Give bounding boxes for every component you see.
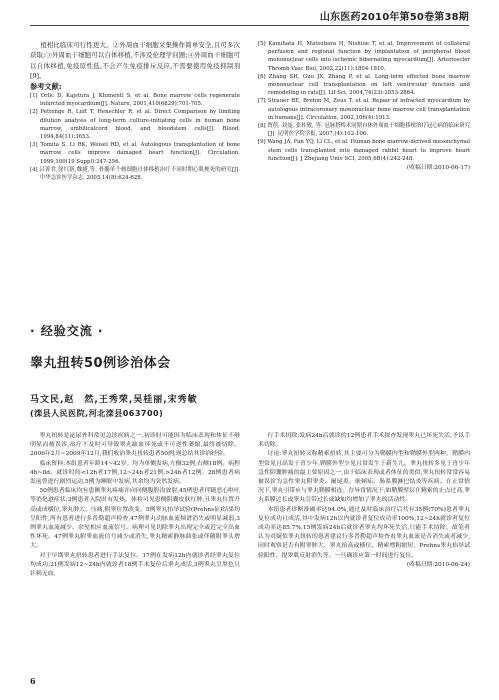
reference-item: [6] Zhang SH, Guo JX, Zhang P, et al. Long-term effected bone marrow mononuclear cell transplantation on left ventricular function and remodeling in rats[J]. Lif Sci, 2004,74(23):2853-2864. xyxy=(258,73,470,97)
received-date: (收稿日期:2010-06-17) xyxy=(406,165,470,172)
body-paragraph: 行手术切除;发病24h后就诊的12例患者手术探查发现睾丸已坏死失活,予以手术切除。 xyxy=(258,433,470,449)
references-title: 参考文献: xyxy=(30,81,62,91)
bottom-left-column xyxy=(30,432,240,579)
article-authors: 马文民,赵 然,王秀荣,吴桂丽,宋秀敏 xyxy=(30,395,198,405)
top-right-column xyxy=(258,40,470,173)
article-title: 睾丸扭转50例诊治体会 xyxy=(30,356,171,371)
body-paragraph: 对于早期睾丸扭转患者进行手法复位。17例在发病12h内就诊者经睾丸复位均成功;21例发病12~24h内就诊者18例手术复位后睾丸成活,3例睾丸呈黑色且针刺无血, xyxy=(30,552,240,578)
top-left-column xyxy=(30,40,240,182)
reference-item: [5] Kamihata H, Matsubara H, Nishiue T, et al. Improvement of collateral perfusion and regional function by implantation of peripheral blood mononuclear cells into ischemic hibernating myocardium[J]. Arterioscler Thromb Vasc Biol, 2002,22(11):1804-1810. xyxy=(258,41,470,72)
bottom-right-column xyxy=(258,432,470,570)
body-paragraph: 临床资料:本组患者年龄14~42岁。均为单侧发病,左侧32例,右侧18例。病程4h~8d。就诊时间<12h者17例,12~24h者21例,>24h者12例。28例患者病发前曾进行剧烈运动,5例为睡眠中发病,其余均为突然发病。 xyxy=(30,460,240,486)
page-header xyxy=(30,6,469,26)
body-paragraph: 50例患者临床均有患侧睾丸疼痛并向同侧腹股沟放射,45例患者伴随恶心呕吐等消化道症状;3例患者入院时有发热。体检可见患侧阴囊皮肤红肿,且睾丸位置升高或成横位,睾丸肿大、压痛,附睾位置改变。5例睾丸抬举试验(Prehns征)结果均呈阳性,所有患者进行多普勒超声检查,47例睾丸动脉血流频谱消失或明显减弱,3例睾丸血流减少。余见相应血流信号。病理可见切除睾丸出现完全或近完全出血性坏死。47例睾丸附睾血流信号减少或消失,睾丸精索静脉曲张或伴随附睾头增大。 xyxy=(30,488,240,550)
reference-item: [7] Strauer BE, Brehm M, Zeus T, et al. Repair of infracted myocardium by autologous intracoronary mononuclear bone marrow cell transplantation in humans[J]. Circulation, 2002,106(4):1913. xyxy=(258,98,470,121)
article-affiliation: (滦县人民医院,河北滦县063700) xyxy=(30,409,164,418)
reference-item: [2] Pettenge R, Luft T, Henschler R, et al. Direct Comparison by limiting dilution analysis of long-term culture-initiating cells in human bone marrow, umbilicalcord blood, and bloodstem cells[J]. Blood, 1994,84(11):3653. xyxy=(30,109,240,141)
reference-item: [3] Tomita S, Li RK, Weisel RD, et al. Autologous transplantation of bone marrow cells improve damaged heart function[J]. Circulation, 1999,100(19 Suppl):247-256. xyxy=(30,142,240,165)
reference-item: [1] Orlic D, Kajstura J, Khimenti S, et al. Bone marrow cells regenerate infarcted myocardium[J]. Nature, 2001,410(6829):701-705. xyxy=(30,93,240,108)
body-paragraph: 睾丸扭转是泌尿外科常见急诊疾病之一,初诊时可能因为临床表现和体征不够明显而被误诊,治疗不及时可导致睾丸缺血坏死或不可逆性萎缩,最终被切除。2006年2月~2009年12月,我们收治睾丸扭转患者50例,现总结其诊治经验。 xyxy=(30,433,240,458)
body-paragraph: 讨论:睾丸扭转又称精索扭转,其主要可分为鞘膜内型和鞘膜外型两种。鞘膜内型常见且高发于青少年,鞘膜外型少见且常发生于新生儿。睾丸扭转多见于青少年急性阴囊肿痛的最主要原因之一,由于临床表现或者体征的类似,睾丸扭转常常容易被误诊为急性睾丸附睾炎、阑尾炎、嵌顿疝、肠系膜淋巴结炎等疾病。在正常情况下,睾丸引带应与睾丸鞘膜相连。存异常情况下,如鞘膜壁层在精索的止点过高,睾丸系膜过长或睾丸引带过长或缺如均增加了睾丸的活动性。 xyxy=(258,451,470,504)
journal-header: 山东医药2010年第50卷第38期 xyxy=(319,12,469,23)
reference-item: [9] Wang JA, Fan YQ, Li CL, et al. Human bone marrow-derived mesenchymal stem cells transplanted into damaged rabbit heart to improve heart function[J]. J Zhejiang Univ SCI, 2005,6B(4):242-248. xyxy=(258,139,470,162)
reference-item: [4] 吕菁君,徐红新,魏捷,等. 骨髓单个核细胞自体移植治疗不同时期心肌梗死的研究[J]. 中华急诊医学杂志, 2005,14(8):624-628. xyxy=(30,166,240,182)
reference-item: [8] 贾蓓, 刘曼, 张桂敏, 等. 冠脉搭桥术同期自体外周血干细胞移植治疗冠心病的临床研究[J]. 昆明医学院学报, 2007,(4):102-106. xyxy=(258,123,470,138)
body-paragraph: 本组患者诊断准确率达94.0%,通过及时临床治疗后共有35例(70%)患者睾丸复位成功且成活,其中发病12h以内就诊者复位成功率100%,12~24h就诊者复位成功率达85.7%,15例发病24h后就诊者睾丸均坏死失活,只能手术切除。故笔者认为对疑似睾丸扭转的患者建议行多普勒超声检查看睾丸血流是否消失或者减少,同时观察是否有附睾肿大、睾丸抬高或横位、精索增粗缩短、Prehns睾丸抬举试验阳性、提睾肌反射消失等。一旦确诊应第一时间进行复位。 xyxy=(258,506,470,559)
section-label: · 经验交流 · xyxy=(30,324,104,338)
body-paragraph: 植相比临床可行性更大。②外周血干细胞采集操作简单安全,且可多次获取;③外周血干细胞可以自体移植,不涉及伦理学问题;④外周血干细胞可以自体移植,免疫原性低,不会产生免疫排斥反应,不需要使用免疫抑制剂[9]。 xyxy=(30,41,240,81)
page-number: 6 xyxy=(30,676,36,686)
received-date: (收稿日期:2010-06-24) xyxy=(406,561,470,568)
